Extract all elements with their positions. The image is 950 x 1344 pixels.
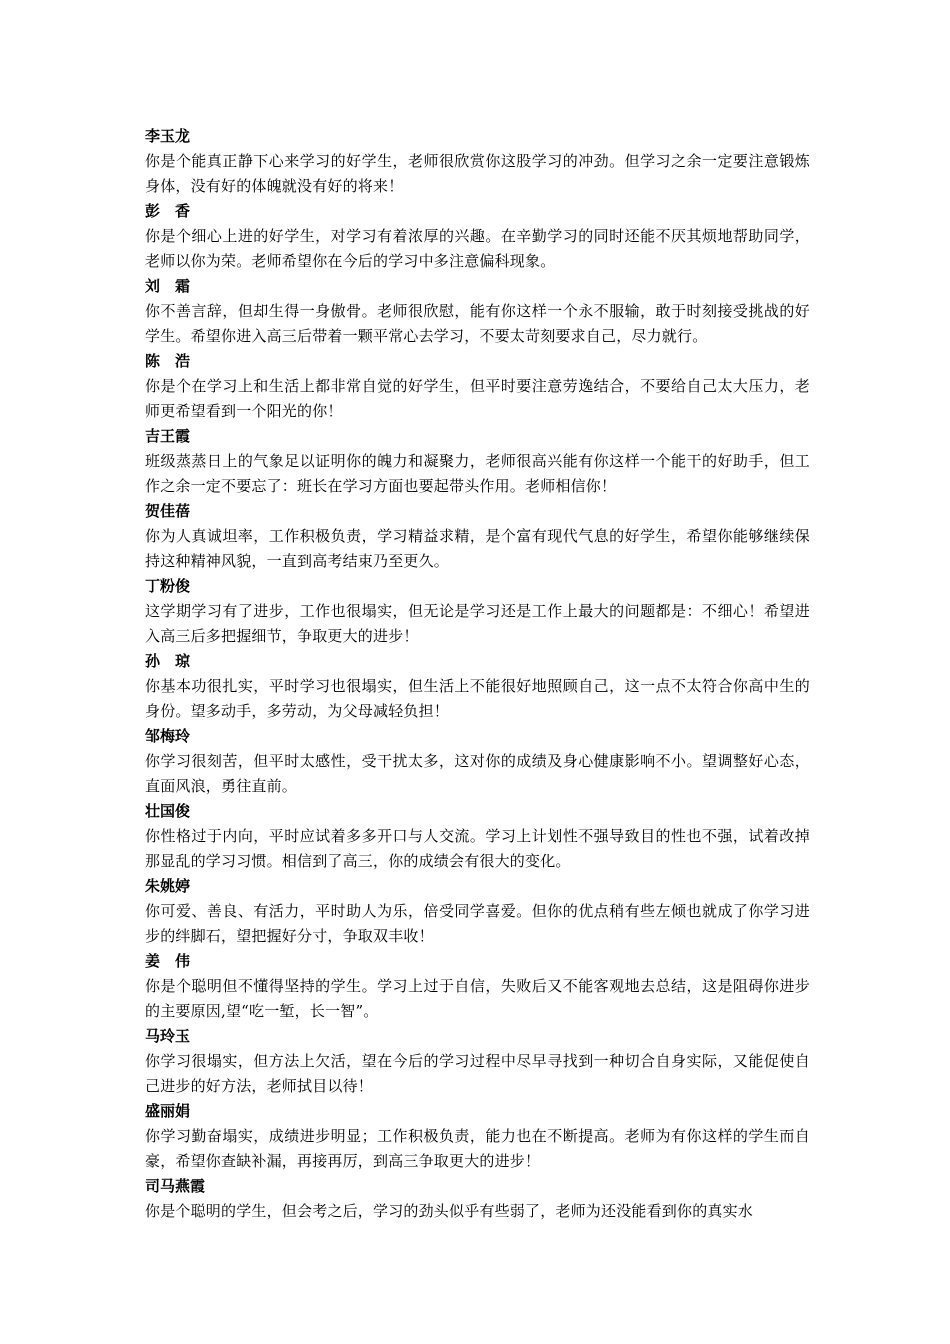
teacher-comment: 这学期学习有了进步，工作也很塌实，但无论是学习还是工作上最大的问题都是：不细心！希望进入高三后多把握细节，争取更大的进步！ <box>145 602 810 645</box>
student-name: 邹梅玲 <box>145 727 191 745</box>
comment-entry <box>145 424 810 499</box>
student-name: 丁粉俊 <box>145 577 191 595</box>
comment-entry <box>145 724 810 799</box>
student-name: 壮国俊 <box>145 802 191 820</box>
student-name: 吉王霞 <box>145 427 191 445</box>
student-name: 李玉龙 <box>145 127 191 145</box>
teacher-comment: 你是个能真正静下心来学习的好学生，老师很欣赏你这股学习的冲劲。但学习之余一定要注意锻炼身体，没有好的体魄就没有好的将来！ <box>145 152 810 195</box>
student-name: 孙 琼 <box>145 652 191 670</box>
comment-entry <box>145 274 810 349</box>
student-name: 盛丽娟 <box>145 1102 191 1120</box>
comment-entry <box>145 199 810 274</box>
comment-entry <box>145 349 810 424</box>
teacher-comment: 你基本功很扎实，平时学习也很塌实，但生活上不能很好地照顾自己，这一点不太符合你高中生的身份。望多动手，多劳动，为父母减轻负担！ <box>145 677 810 720</box>
comment-entry <box>145 574 810 649</box>
student-name: 贺佳蓓 <box>145 502 191 520</box>
student-name: 姜 伟 <box>145 952 191 970</box>
comment-entry <box>145 949 810 1024</box>
teacher-comment: 你是个聪明但不懂得坚持的学生。学习上过于自信，失败后又不能客观地去总结，这是阻碍你进步的主要原因,望“吃一堑，长一智”。 <box>145 977 810 1020</box>
comment-entry <box>145 1174 810 1224</box>
comment-entry <box>145 124 810 199</box>
teacher-comment: 班级蒸蒸日上的气象足以证明你的魄力和凝聚力，老师很高兴能有你这样一个能干的好助手，但工作之余一定不要忘了：班长在学习方面也要起带头作用。老师相信你！ <box>145 452 810 495</box>
student-name: 陈 浩 <box>145 352 191 370</box>
student-name: 朱姚婷 <box>145 877 191 895</box>
comment-entry <box>145 649 810 724</box>
student-name: 彭 香 <box>145 202 191 220</box>
teacher-comment: 你不善言辞，但却生得一身傲骨。老师很欣慰，能有你这样一个永不服输，敢于时刻接受挑战的好学生。希望你进入高三后带着一颗平常心去学习，不要太苛刻要求自己，尽力就行。 <box>145 302 810 345</box>
teacher-comment: 你是个细心上进的好学生，对学习有着浓厚的兴趣。在辛勤学习的同时还能不厌其烦地帮助同学，老师以你为荣。老师希望你在今后的学习中多注意偏科现象。 <box>145 227 810 270</box>
teacher-comment: 你学习很刻苦，但平时太感性，受干扰太多，这对你的成绩及身心健康影响不小。望调整好心态，直面风浪，勇往直前。 <box>145 752 810 795</box>
comment-entry <box>145 799 810 874</box>
document-page <box>145 124 810 1224</box>
teacher-comment: 你学习勤奋塌实，成绩进步明显；工作积极负责，能力也在不断提高。老师为有你这样的学生而自豪，希望你查缺补漏，再接再厉，到高三争取更大的进步！ <box>145 1127 810 1170</box>
comment-entry <box>145 499 810 574</box>
teacher-comment: 你性格过于内向，平时应试着多多开口与人交流。学习上计划性不强导致目的性也不强，试着改掉那显乱的学习习惯。相信到了高三，你的成绩会有很大的变化。 <box>145 827 810 870</box>
student-name: 刘 霜 <box>145 277 191 295</box>
teacher-comment: 你学习很塌实，但方法上欠活，望在今后的学习过程中尽早寻找到一种切合自身实际，又能促使自己进步的好方法，老师拭目以待！ <box>145 1052 810 1095</box>
teacher-comment: 你是个聪明的学生，但会考之后，学习的劲头似乎有些弱了，老师为还没能看到你的真实水 <box>145 1202 754 1220</box>
comment-entry <box>145 1024 810 1099</box>
teacher-comment: 你可爱、善良、有活力，平时助人为乐，倍受同学喜爱。但你的优点稍有些左倾也就成了你学习进步的绊脚石，望把握好分寸，争取双丰收！ <box>145 902 810 945</box>
comment-entry <box>145 874 810 949</box>
teacher-comment: 你为人真诚坦率，工作积极负责，学习精益求精，是个富有现代气息的好学生，希望你能够继续保持这种精神风貌，一直到高考结束乃至更久。 <box>145 527 810 570</box>
teacher-comment: 你是个在学习上和生活上都非常自觉的好学生，但平时要注意劳逸结合，不要给自己太大压力，老师更希望看到一个阳光的你！ <box>145 377 810 420</box>
student-name: 司马燕霞 <box>145 1177 206 1195</box>
comment-entry <box>145 1099 810 1174</box>
student-name: 马玲玉 <box>145 1027 191 1045</box>
